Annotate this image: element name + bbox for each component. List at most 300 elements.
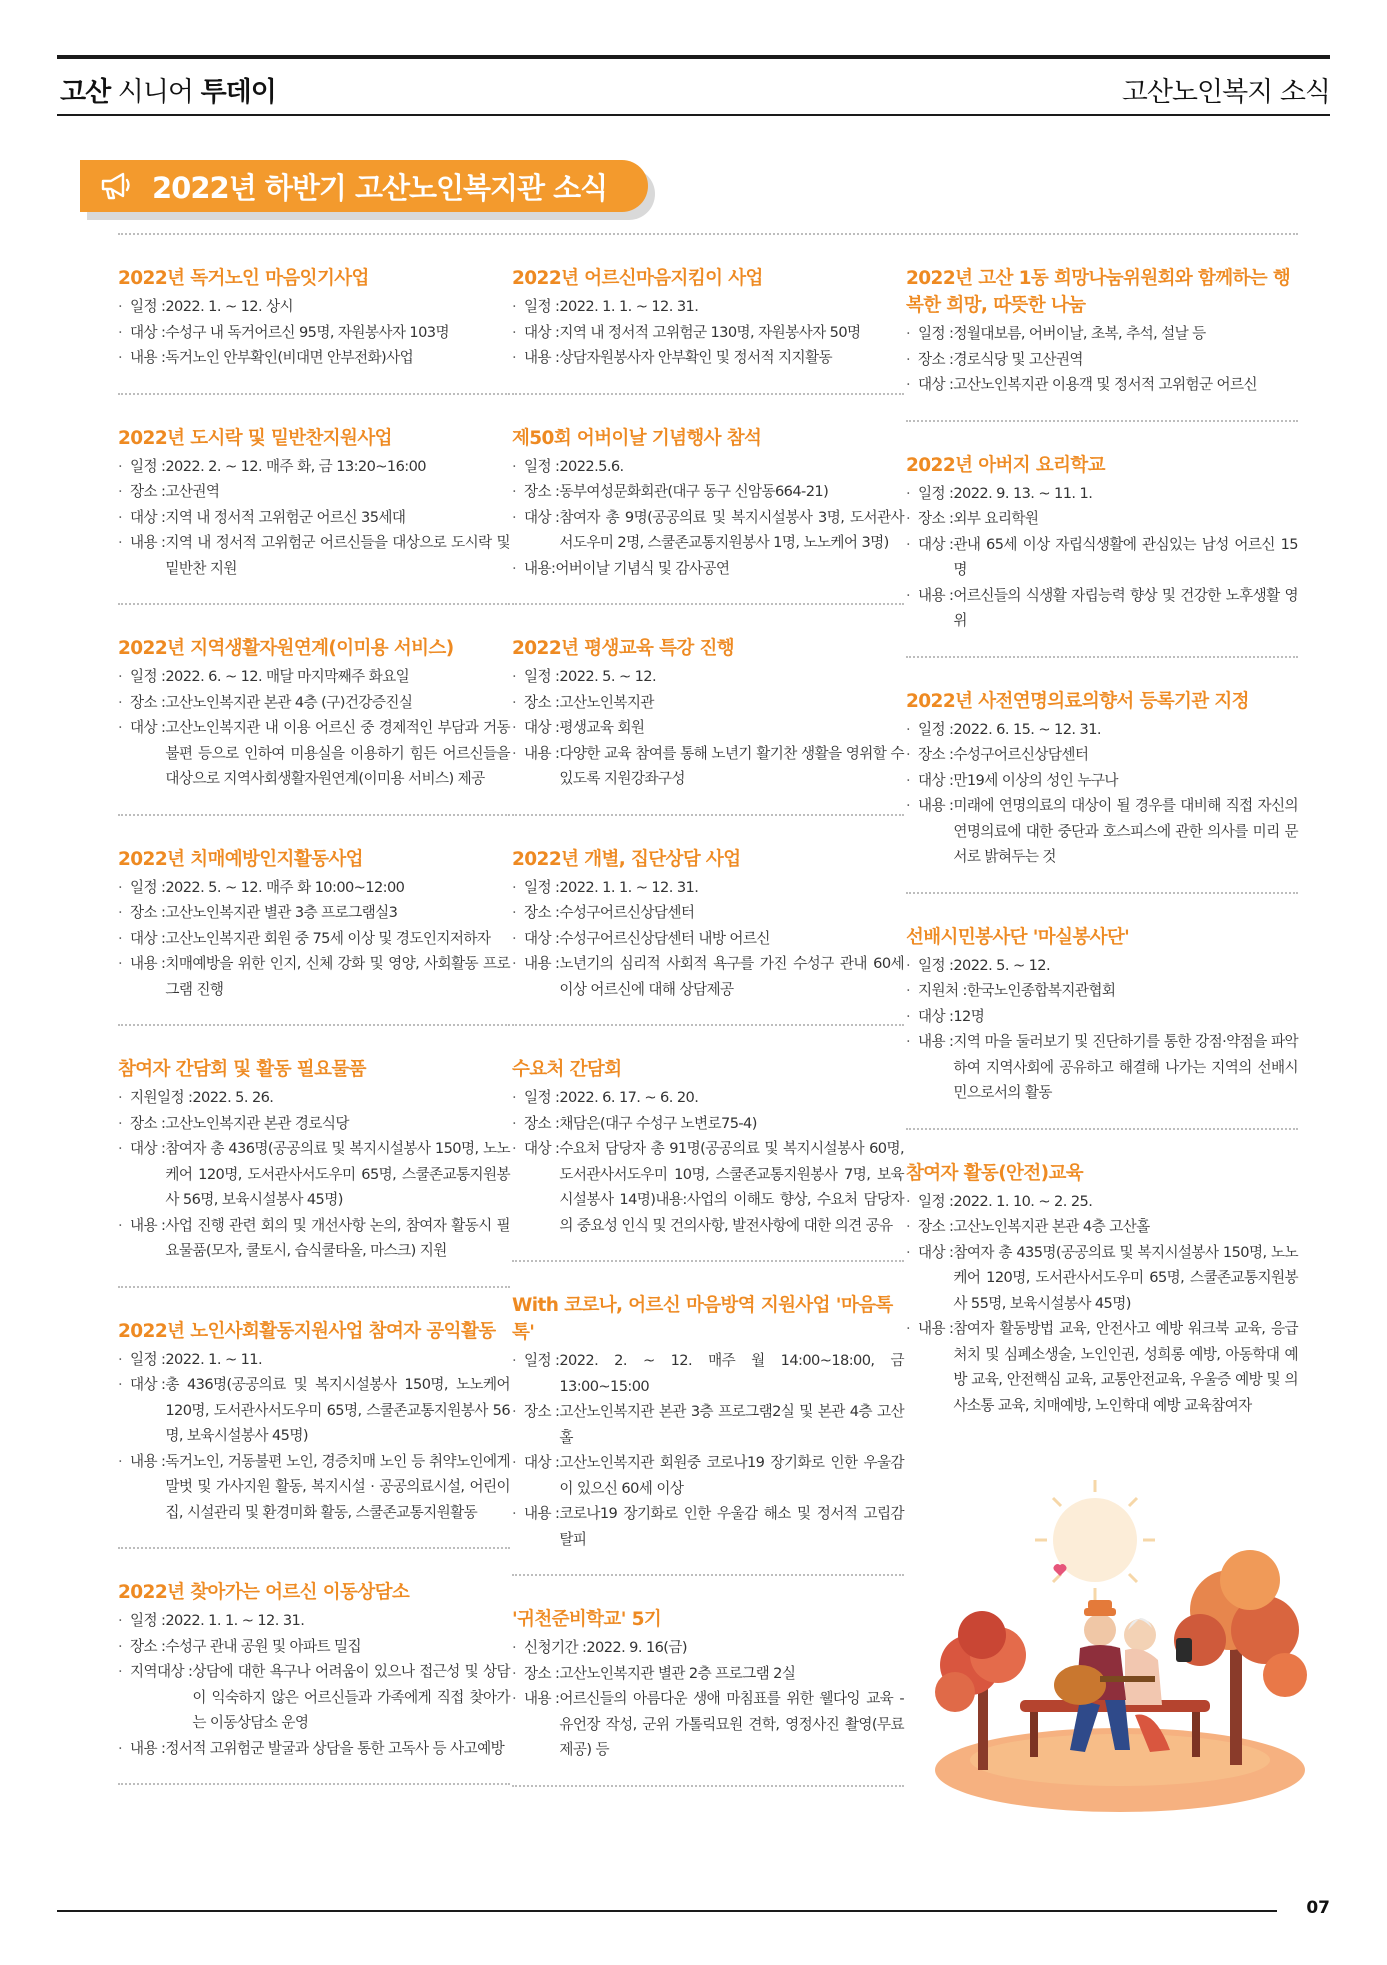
news-item-details	[118, 454, 510, 582]
detail-value: 참여자 활동방법 교육, 안전사고 예방 워크북 교육, 응급처치 및 심폐소생술, 노인인권, 성희롱 예방, 아동학대 예방 교육, 안전핵심 교육, 교통안전교육, 우울증 예방 및 의사소통 교육, 치매예방, 노인학대 예방 교육참여자	[953, 1320, 1298, 1414]
bullet-icon: ·	[512, 559, 517, 577]
detail-label: 장소 :	[130, 904, 166, 921]
news-item	[512, 1576, 904, 1785]
bullet-icon: ·	[906, 771, 911, 789]
detail-label: 일정 :	[918, 325, 954, 342]
detail-line	[512, 294, 904, 320]
detail-value: 관내 65세 이상 자립식생활에 관심있는 남성 어르신 15명	[953, 535, 1298, 578]
detail-value: 어버이날 기념식 및 감사공연	[555, 559, 730, 577]
detail-line	[906, 793, 1298, 870]
detail-line	[512, 1111, 904, 1137]
detail-value: 2022. 5. ~ 12.	[559, 668, 657, 685]
news-item-details	[118, 875, 510, 1003]
detail-line	[906, 321, 1298, 347]
news-item-title: 참여자 간담회 및 활동 필요물품	[118, 1059, 366, 1080]
detail-label: 내용 :	[130, 1216, 166, 1234]
detail-label: 신청기간 :	[524, 1639, 587, 1656]
detail-value: 수요처 담당자 총 91명(공공의료 및 복지시설봉사 60명, 도서관사서도우미 10명, 스쿨존교통지원봉사 7명, 보육시설봉사 14명)내용:사업의 이해도 향상, 수요처 담당자의 중요성 인식 및 건의사항, 발전사항에 대한 의견 공유	[559, 1140, 904, 1234]
news-column	[118, 235, 510, 1787]
detail-line	[118, 479, 510, 505]
detail-value: 경로식당 및 고산권역	[953, 350, 1083, 368]
detail-label: 일정 :	[130, 1612, 166, 1629]
news-item-title: 2022년 개별, 집단상담 사업	[512, 848, 741, 870]
detail-value: 미래에 연명의료의 대상이 될 경우를 대비해 직접 자신의 연명의료에 대한 중단과 호스피스에 관한 의사를 미리 문서로 밝혀두는 것	[953, 797, 1298, 865]
bullet-icon: ·	[906, 510, 911, 527]
bullet-icon: ·	[512, 719, 517, 736]
news-item	[906, 658, 1298, 892]
bullet-icon: ·	[118, 1216, 123, 1234]
bullet-icon: ·	[118, 1612, 123, 1629]
bullet-icon: ·	[906, 535, 911, 553]
detail-value: 사업 진행 관련 회의 및 개선사항 논의, 참여자 활동시 필요물품(모자, 쿨토시, 습식쿨타올, 마스크) 지원	[165, 1216, 510, 1259]
detail-value: 고산노인복지관 본관 경로식당	[165, 1114, 349, 1132]
bullet-icon: ·	[906, 376, 911, 393]
detail-label: 장소 :	[524, 1403, 560, 1420]
bullet-icon: ·	[118, 1114, 123, 1132]
bullet-icon: ·	[906, 720, 911, 738]
detail-label: 내용 :	[130, 955, 166, 972]
bullet-icon: ·	[512, 1690, 517, 1707]
bullet-icon: ·	[118, 457, 123, 475]
detail-line	[512, 1450, 904, 1501]
news-item	[512, 1262, 904, 1574]
news-item-title: 2022년 어르신마음지킴이 사업	[512, 268, 763, 289]
detail-value: 2022. 1. 1. ~ 12. 31.	[559, 878, 699, 896]
news-item-details	[118, 1608, 510, 1761]
detail-value: 평생교육 회원	[559, 719, 645, 736]
detail-line	[118, 1659, 510, 1736]
news-item-title: 2022년 평생교육 특강 진행	[512, 638, 735, 659]
bullet-icon: ·	[118, 1637, 123, 1655]
detail-label: 내용 :	[130, 349, 166, 366]
publication-title: 고산 시니어 투데이	[60, 77, 276, 108]
detail-value: 동부여성문화회관(대구 동구 신암동664-21)	[559, 483, 829, 500]
detail-value: 참여자 총 436명(공공의료 및 복지시설봉사 150명, 노노케어 120명, 도서관사서도우미 65명, 스쿨존교통지원봉사 56명, 보육시설봉사 45명)	[165, 1140, 510, 1208]
detail-value: 고산노인복지관 내 이용 어르신 중 경제적인 부담과 거동불편 등으로 인하여 미용실을 이용하기 힘든 어르신들을 대상으로 지역사회생활자원연계(이미용 서비스) 제공	[165, 719, 510, 787]
news-item	[118, 605, 510, 814]
bullet-icon: ·	[118, 955, 123, 972]
bullet-icon: ·	[512, 878, 517, 896]
detail-value: 독거노인, 거동불편 노인, 경증치매 노인 등 취약노인에게 말벗 및 가사지원 활동, 복지시설 · 공공의료시설, 어린이집, 시설관리 및 환경미화 활동, 스쿨존교통지원활동	[165, 1452, 510, 1521]
detail-value: 2022. 1. 1. ~ 12. 31.	[559, 298, 699, 315]
bullet-icon: ·	[906, 1243, 911, 1261]
detail-value: 수성구어르신상담센터	[559, 904, 695, 921]
detail-line	[118, 951, 510, 1002]
detail-value: 치매예방을 위한 인지, 신체 강화 및 영양, 사회활동 프로그램 진행	[165, 955, 510, 998]
detail-line	[118, 454, 510, 480]
detail-label: 장소 :	[524, 904, 560, 921]
title-banner	[80, 160, 648, 212]
detail-line	[118, 875, 510, 901]
detail-value: 2022.5.6.	[559, 457, 624, 475]
detail-line	[512, 1661, 904, 1687]
detail-line	[118, 1213, 510, 1264]
news-column	[512, 235, 904, 1787]
detail-value: 수성구 관내 공원 및 아파트 밀집	[165, 1637, 362, 1655]
bullet-icon: ·	[118, 534, 123, 551]
news-item-details	[512, 1085, 904, 1238]
news-item-details	[906, 1189, 1298, 1419]
detail-value: 2022. 2. ~ 12. 매주 월 14:00~18:00, 금 13:00~15:00	[559, 1352, 904, 1395]
detail-label: 내용 :	[524, 349, 560, 366]
news-item-details	[512, 1635, 904, 1763]
bullet-icon: ·	[512, 1140, 517, 1157]
detail-value: 어르신들의 아름다운 생애 마침표를 위한 웰다잉 교육 - 유언장 작성, 군위 가톨릭묘원 견학, 영정사진 촬영(무료제공) 등	[559, 1690, 904, 1758]
detail-value: 고산노인복지관 회원 중 75세 이상 및 경도인지저하자	[165, 929, 491, 947]
megaphone-icon	[94, 160, 138, 212]
detail-value: 2022. 6. 15. ~ 12. 31.	[953, 720, 1101, 738]
bullet-icon: ·	[118, 508, 123, 526]
detail-label: 내용:	[524, 559, 556, 577]
detail-line	[906, 347, 1298, 373]
news-item	[118, 1288, 510, 1548]
detail-line	[118, 294, 510, 320]
news-item-title: 2022년 아버지 요리학교	[906, 454, 1105, 476]
detail-label: 일정 :	[524, 668, 560, 685]
detail-line	[906, 768, 1298, 794]
bullet-icon: ·	[118, 1663, 123, 1680]
news-item-details	[512, 875, 904, 1003]
news-item-title: 2022년 지역생활자원연계(이미용 서비스)	[118, 638, 454, 659]
news-item-details	[118, 1085, 510, 1264]
detail-label: 내용 :	[524, 955, 560, 972]
detail-line	[512, 454, 904, 480]
detail-label: 일정 :	[524, 1089, 560, 1106]
header-rule	[57, 114, 1330, 116]
detail-line	[118, 1111, 510, 1137]
bullet-icon: ·	[906, 484, 911, 502]
bullet-icon: ·	[512, 1454, 517, 1471]
detail-line	[512, 1635, 904, 1661]
detail-label: 일정 :	[524, 1352, 560, 1369]
detail-value: 상담자원봉사자 안부확인 및 정서적 지지활동	[559, 349, 832, 366]
detail-label: 내용 :	[130, 1739, 166, 1757]
detail-line	[118, 1736, 510, 1762]
detail-line	[118, 505, 510, 531]
detail-value: 노년기의 심리적 사회적 욕구를 가진 수성구 관내 60세 이상 어르신에 대해 상담제공	[559, 955, 904, 998]
detail-label: 대상 :	[524, 1140, 560, 1157]
bullet-icon: ·	[118, 1140, 123, 1157]
detail-label: 일정 :	[524, 878, 560, 896]
detail-label: 일정 :	[130, 298, 166, 315]
detail-line	[512, 479, 904, 505]
detail-label: 대상 :	[130, 719, 166, 736]
detail-value: 지역 내 정서적 고위험군 어르신 35세대	[165, 508, 406, 526]
news-item	[512, 395, 904, 604]
detail-line	[906, 953, 1298, 979]
detail-value: 2022. 5. ~ 12.	[953, 956, 1051, 974]
bullet-icon: ·	[906, 1320, 911, 1337]
detail-value: 2022. 1. ~ 11.	[165, 1350, 263, 1368]
bullet-icon: ·	[512, 1403, 517, 1420]
news-item-details	[512, 454, 904, 582]
news-item	[906, 235, 1298, 420]
detail-label: 장소 :	[130, 1637, 166, 1655]
detail-value: 코로나19 장기화로 인한 우울감 해소 및 정서적 고립감 탈피	[559, 1505, 904, 1548]
detail-line	[906, 532, 1298, 583]
detail-line	[906, 1240, 1298, 1317]
detail-label: 대상 :	[130, 508, 166, 526]
detail-label: 내용 :	[130, 1452, 166, 1470]
bullet-icon: ·	[512, 1352, 517, 1369]
bullet-icon: ·	[118, 878, 123, 896]
bullet-icon: ·	[906, 1218, 911, 1235]
detail-line	[906, 1214, 1298, 1240]
news-item	[906, 1130, 1298, 1441]
detail-value: 고산노인복지관 본관 3층 프로그램2실 및 본관 4층 고산홀	[559, 1403, 904, 1446]
detail-line	[512, 1136, 904, 1238]
detail-line	[118, 1136, 510, 1213]
detail-label: 장소 :	[918, 350, 954, 368]
detail-value: 고산노인복지관 본관 4층 (구)건강증진실	[165, 693, 413, 711]
detail-line	[906, 1316, 1298, 1418]
detail-line	[512, 900, 904, 926]
detail-line	[512, 1348, 904, 1399]
bullet-icon: ·	[118, 1350, 123, 1368]
bullet-icon: ·	[512, 457, 517, 475]
news-item-title: 2022년 고산 1동 희망나눔위원회와 함께하는 행복한 희망, 따뜻한 나눔	[906, 268, 1291, 316]
news-item-details	[906, 953, 1298, 1106]
detail-value: 고산노인복지관 회원중 코로나19 장기화로 인한 우울감이 있으신 60세 이상	[559, 1454, 904, 1497]
detail-line	[512, 345, 904, 371]
detail-label: 일정 :	[918, 956, 954, 974]
news-item-title: '귀천준비학교' 5기	[512, 1609, 662, 1630]
news-item	[906, 422, 1298, 656]
detail-label: 내용 :	[918, 586, 954, 604]
detail-value: 2022. 2. ~ 12. 매주 화, 금 13:20~16:00	[165, 457, 426, 475]
detail-value: 어르신들의 식생활 자립능력 향상 및 건강한 노후생활 영위	[953, 586, 1298, 629]
detail-label: 대상 :	[524, 323, 560, 341]
detail-value: 2022. 9. 13. ~ 11. 1.	[953, 484, 1093, 502]
detail-line	[512, 664, 904, 690]
detail-label: 내용 :	[918, 1320, 954, 1337]
detail-value: 상담에 대한 욕구나 어려움이 있으나 접근성 및 상담이 익숙하지 않은 어르신들과 가족에게 직접 찾아가는 이동상담소 운영	[192, 1663, 510, 1731]
bullet-icon: ·	[512, 323, 517, 341]
news-item-title: 2022년 사전연명의료의향서 등록기관 지정	[906, 690, 1249, 712]
detail-label: 일정 :	[130, 878, 166, 896]
detail-line	[512, 926, 904, 952]
bullet-icon: ·	[512, 349, 517, 366]
news-item-details	[512, 1348, 904, 1552]
detail-line	[512, 320, 904, 346]
detail-value: 독거노인 안부확인(비대면 안부전화)사업	[165, 349, 414, 366]
detail-line	[118, 690, 510, 716]
detail-label: 대상 :	[918, 535, 954, 553]
detail-value: 총 436명(공공의료 및 복지시설봉사 150명, 노노케어 120명, 도서관사서도우미 65명, 스쿨존교통지원봉사 56명, 보육시설봉사 45명)	[165, 1376, 510, 1444]
detail-label: 대상 :	[524, 1454, 560, 1471]
detail-value: 고산노인복지관 본관 4층 고산홀	[953, 1218, 1150, 1235]
detail-line	[512, 715, 904, 741]
detail-label: 일정 :	[130, 668, 166, 685]
detail-line	[118, 530, 510, 581]
detail-label: 대상 :	[918, 1007, 954, 1025]
detail-value: 고산권역	[165, 483, 220, 500]
bullet-icon: ·	[512, 1114, 517, 1132]
detail-label: 내용 :	[524, 744, 560, 762]
bullet-icon: ·	[512, 298, 517, 315]
detail-value: 정서적 고위험군 발굴과 상담을 통한 고독사 등 사고예방	[165, 1739, 505, 1757]
detail-line	[512, 1501, 904, 1552]
bullet-icon: ·	[906, 325, 911, 342]
detail-line	[906, 583, 1298, 634]
detail-line	[118, 345, 510, 371]
bullet-icon: ·	[512, 1639, 517, 1656]
detail-line	[118, 1085, 510, 1111]
news-item-title: 제50회 어버이날 기념행사 참석	[512, 427, 762, 449]
detail-label: 장소 :	[918, 1218, 954, 1235]
detail-value: 고산노인복지관 이용객 및 정서적 고위험군 어르신	[953, 376, 1258, 393]
news-item	[512, 605, 904, 814]
detail-value: 참여자 총 9명(공공의료 및 복지시설봉사 3명, 도서관사서도우미 2명, 스쿨존교통지원봉사 1명, 노노케어 3명)	[559, 508, 904, 551]
detail-label: 일정 :	[524, 298, 560, 315]
bullet-icon: ·	[118, 719, 123, 736]
news-item-title: 2022년 도시락 및 밑반찬지원사업	[118, 427, 392, 449]
detail-label: 내용 :	[524, 1690, 560, 1707]
detail-label: 대상 :	[918, 1243, 954, 1261]
bullet-icon: ·	[512, 904, 517, 921]
news-item-title: 2022년 노인사회활동지원사업 참여자 공익활동	[118, 1320, 496, 1342]
detail-value: 정월대보름, 어버이날, 초복, 추석, 설날 등	[953, 325, 1206, 342]
detail-value: 다양한 교육 참여를 통해 노년기 활기찬 생활을 영위할 수 있도록 지원강좌구성	[559, 744, 904, 787]
page-number: 07	[1306, 1898, 1330, 1918]
detail-value: 채담은(대구 수성구 노변로75-4)	[559, 1114, 757, 1132]
detail-label: 장소 :	[130, 693, 166, 711]
bullet-icon: ·	[118, 483, 123, 500]
news-item	[118, 1549, 510, 1783]
detail-value: 수성구어르신상담센터	[953, 746, 1089, 763]
detail-value: 지역 내 정서적 고위험군 130명, 자원봉사자 50명	[559, 323, 861, 341]
detail-label: 일정 :	[918, 484, 954, 502]
news-item-title: 참여자 활동(안전)교육	[906, 1162, 1083, 1184]
detail-line	[906, 717, 1298, 743]
detail-value: 2022. 1. 1. ~ 12. 31.	[165, 1612, 305, 1629]
bullet-icon: ·	[118, 349, 123, 366]
bullet-icon: ·	[906, 350, 911, 368]
news-item-details	[118, 664, 510, 792]
detail-line	[118, 900, 510, 926]
detail-label: 일정 :	[130, 1350, 166, 1368]
detail-label: 장소 :	[524, 693, 560, 711]
detail-label: 장소 :	[524, 483, 560, 500]
news-item-title: 2022년 치매예방인지활동사업	[118, 848, 363, 870]
detail-label: 지역대상 :	[130, 1663, 193, 1680]
detail-line	[512, 505, 904, 556]
detail-line	[512, 1399, 904, 1450]
detail-value: 2022. 6. ~ 12. 매달 마지막째주 화요일	[165, 668, 410, 685]
detail-label: 대상 :	[524, 719, 560, 736]
detail-value: 고산노인복지관 별관 2층 프로그램 2실	[559, 1664, 796, 1682]
bullet-icon: ·	[906, 982, 911, 999]
bullet-icon: ·	[906, 586, 911, 604]
detail-label: 대상 :	[130, 1376, 166, 1393]
bullet-icon: ·	[512, 1664, 517, 1682]
detail-label: 내용 :	[524, 1505, 560, 1522]
bullet-icon: ·	[906, 1192, 911, 1210]
news-item-details	[512, 294, 904, 371]
detail-value: 2022. 1. 10. ~ 2. 25.	[953, 1192, 1093, 1210]
detail-line	[118, 715, 510, 792]
news-item	[118, 235, 510, 393]
dotted-divider	[512, 1785, 904, 1787]
detail-value: 2022. 6. 17. ~ 6. 20.	[559, 1089, 699, 1106]
detail-label: 지원처 :	[918, 982, 967, 999]
bullet-icon: ·	[906, 797, 911, 814]
news-item-title: 선배시민봉사단 '마실봉사단'	[906, 926, 1130, 948]
detail-label: 내용 :	[130, 534, 166, 551]
news-item	[118, 816, 510, 1025]
detail-line	[512, 690, 904, 716]
detail-label: 내용 :	[918, 1033, 954, 1050]
detail-value: 2022. 1. ~ 12. 상시	[165, 298, 294, 315]
bullet-icon: ·	[512, 1505, 517, 1522]
detail-value: 외부 요리학원	[953, 510, 1039, 527]
banner-title: 2022년 하반기 고산노인복지관 소식	[152, 170, 608, 205]
news-item-details	[906, 717, 1298, 870]
detail-value: 만19세 이상의 성인 누구나	[953, 771, 1118, 789]
detail-label: 일정 :	[918, 720, 954, 738]
bullet-icon: ·	[118, 1089, 123, 1106]
news-item-details	[906, 481, 1298, 634]
detail-line	[906, 978, 1298, 1004]
bullet-icon: ·	[118, 904, 123, 921]
detail-line	[906, 372, 1298, 398]
detail-value: 고산노인복지관 별관 3층 프로그램실3	[165, 904, 398, 921]
news-item-details	[118, 1347, 510, 1526]
bullet-icon: ·	[906, 1007, 911, 1025]
news-item	[906, 894, 1298, 1128]
detail-label: 대상 :	[524, 508, 560, 526]
detail-value: 수성구 내 독거어르신 95명, 자원봉사자 103명	[165, 323, 449, 341]
detail-label: 일정 :	[130, 457, 166, 475]
detail-label: 대상 :	[918, 376, 954, 393]
bullet-icon: ·	[512, 693, 517, 711]
detail-line	[512, 875, 904, 901]
bullet-icon: ·	[906, 956, 911, 974]
detail-value: 지역 내 정서적 고위험군 어르신들을 대상으로 도시락 및 밑반찬 지원	[165, 534, 510, 577]
news-item	[118, 1026, 510, 1286]
bullet-icon: ·	[512, 668, 517, 685]
detail-label: 일정 :	[918, 1192, 954, 1210]
detail-line	[118, 926, 510, 952]
news-item-title: 수요처 간담회	[512, 1059, 622, 1080]
news-item-details	[906, 321, 1298, 398]
news-item-title: With 코로나, 어르신 마음방역 지원사업 '마음톡톡'	[512, 1295, 893, 1343]
detail-label: 대상 :	[130, 929, 166, 947]
detail-label: 장소 :	[524, 1664, 560, 1682]
bullet-icon: ·	[118, 668, 123, 685]
detail-line	[512, 951, 904, 1002]
section-title: 고산노인복지 소식	[1121, 77, 1330, 108]
bullet-icon: ·	[512, 483, 517, 500]
news-item-title: 2022년 독거노인 마음잇기사업	[118, 268, 369, 289]
detail-line	[512, 1085, 904, 1111]
detail-value: 수성구어르신상담센터 내방 어르신	[559, 929, 770, 947]
detail-line	[118, 1372, 510, 1449]
detail-label: 대상 :	[918, 771, 954, 789]
detail-value: 2022. 9. 16(금)	[586, 1639, 687, 1656]
bullet-icon: ·	[118, 323, 123, 341]
bullet-icon: ·	[906, 746, 911, 763]
footer-rule	[57, 1910, 1277, 1912]
detail-line	[906, 506, 1298, 532]
detail-label: 장소 :	[130, 483, 166, 500]
detail-label: 대상 :	[524, 929, 560, 947]
news-item	[512, 235, 904, 393]
detail-line	[906, 1004, 1298, 1030]
detail-line	[512, 556, 904, 582]
detail-value: 지역 마을 둘러보기 및 진단하기를 통한 강점·약점을 파악하여 지역사회에 공유하고 해결해 나가는 지역의 선배시민으로서의 활동	[953, 1033, 1298, 1101]
detail-label: 지원일정 :	[130, 1089, 193, 1106]
